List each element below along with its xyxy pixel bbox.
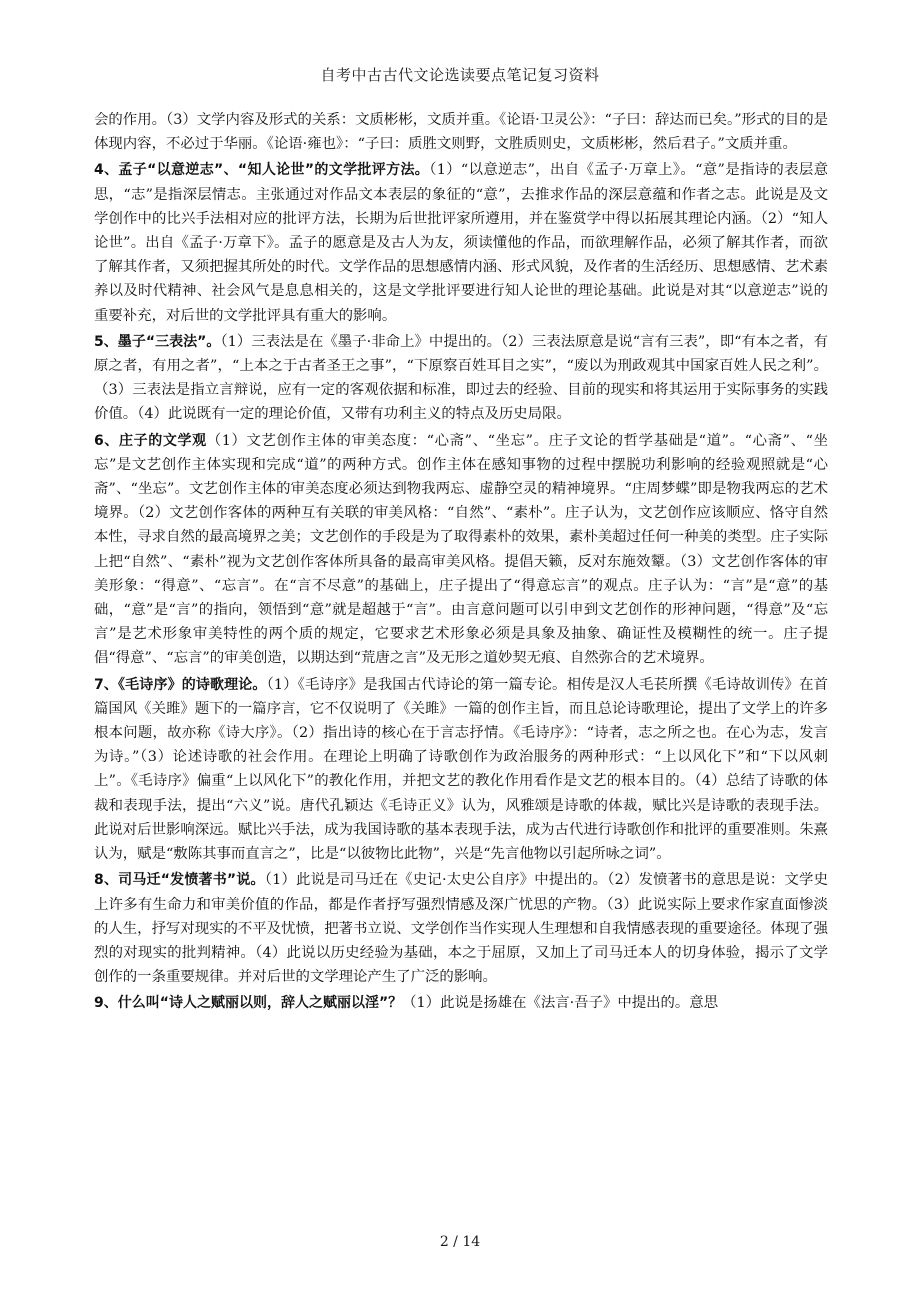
page-header: 自考中古古代文论选读要点笔记复习资料 [320, 66, 600, 84]
paragraph-text: （1）此说是司马迁在《史记·太史公自序》中提出的。（2）发愤著书的意思是说：文学史上许多有生命力和审美价值的作品，都是作者抒写强烈情感及深广忧思的产物。（3）此说实际上要求作家直面惨淡的人生，抒写对现实的不平及忧愤，把著书立说、文学创作当作实现人生理想和自我情感表现的重要途径。体现了强烈的对现实的批判精神。（4）此说以历史经验为基础，本之于屈原，又加上了司马迁本人的切身体验，揭示了文学创作的一条重要规律。并对后世的文学理论产生了广泛的影响。 [94, 872, 828, 986]
paragraph-text: （1）此说是扬雄在《法言·吾子》中提出的。意思 [402, 995, 719, 1012]
paragraph-text: （1）三表法是在《墨子·非命上》中提出的。（2）三表法原意是说“言有三表”，即“有本之者，有原之者，有用之者”，“上本之于古者圣王之事”，“下原察百姓耳目之实”，“废以为刑政观其中国家百姓人民之利”。（3）三表法是指立言辩说，应有一定的客观依据和标准，即过去的经验、目前的现实和将其运用于实际事务的实践价值。（4）此说既有一定的理论价值，又带有功利主义的特点及历史局限。 [94, 333, 828, 423]
paragraph-heading: 6、庄子的文学观 [94, 432, 207, 449]
paragraph-text: （1）文艺创作主体的审美态度：“心斋”、“坐忘”。庄子文论的哲学基础是“道”。“心斋”、“坐忘”是文艺创作主体实现和完成“道”的两种方式。创作主体在感知事物的过程中摆脱功利影响的经验观照就是“心斋”、“坐忘”。文艺创作主体的审美态度必须达到物我两忘、虚静空灵的精神境界。“庄周梦蝶”即是物我两忘的艺术境界。（2）文艺创作客体的两种互有关联的审美风格：“自然”、“素朴”。庄子认为，文艺创作应该顺应、恪守自然本性，寻求自然的最高境界之美；文艺创作的手段是为了取得素朴的效果，素朴美超过任何一种美的类型。庄子实际上把“自然”、“素朴”视为文艺创作客体所具备的最高审美风格。提倡天籁，反对东施效颦。（3）文艺创作客体的审美形象：“得意”、“忘言”。在“言不尽意”的基础上，庄子提出了“得意忘言”的观点。庄子认为：“言”是“意”的基础，“意”是“言”的指向，领悟到“意”就是超越于“言”。由言意问题可以引申到文艺创作的形神问题，“得意”及“忘言”是艺术形象审美特性的两个质的规定，它要求艺术形象必须是具象及抽象、确证性及模糊性的统一。庄子提倡“得意”、“忘言”的审美创造，以期达到“荒唐之言”及无形之道妙契无痕、自然弥合的艺术境界。 [94, 432, 828, 667]
paragraph [94, 991, 828, 1015]
paragraph-text: （1）“以意逆志”，出自《孟子·万章上》。“意”是指诗的表层意思，“志”是指深层情志。主张通过对作品文本表层的象征的“意”，去推求作品的深层意蕴和作者之志。此说是及文学创作中的比兴手法相对应的批评方法，长期为后世批评家所遵用，并在鉴赏学中得以拓展其理论内涵。（2）“知人论世”。出自《孟子·万章下》。孟子的愿意是及古人为友，须读懂他的作品，而欲理解作品，必须了解其作者，而欲了解其作者，又须把握其所处的时代。文学作品的思想感情内涵、形式风貌，及作者的生活经历、思想感情、艺术素养以及时代精神、社会风气是息息相关的，这是文学批评要进行知人论世的理论基础。此说是对其“以意逆志”说的重要补充，对后世的文学批评具有重大的影响。 [94, 162, 829, 324]
paragraph-heading: 9、什么叫“诗人之赋丽以则，辞人之赋丽以淫”？ [94, 995, 403, 1012]
paragraph-heading: 7、《毛诗序》的诗歌理论。 [94, 676, 267, 693]
document-body [94, 108, 828, 1018]
paragraph [94, 158, 828, 327]
paragraph [94, 108, 828, 156]
paragraph-heading: 5、墨子“三表法”。 [94, 333, 221, 350]
paragraph-text: 会的作用。（3）文学内容及形式的关系：文质彬彬，文质并重。《论语·卫灵公》：“子曰：辞达而已矣。”形式的目的是体现内容，不必过于华丽。《论语·雍也》：“子曰：质胜文则野，文胜质则史，文质彬彬，然后君子。”文质并重。 [94, 112, 828, 153]
paragraph [94, 868, 828, 989]
paragraph [94, 673, 828, 867]
paragraph-heading: 8、司马迁“发愤著书”说。 [94, 872, 265, 889]
paragraph-heading: 4、孟子“以意逆志”、“知人论世”的文学批评方法。 [94, 162, 430, 179]
paragraph [94, 330, 828, 427]
page-number: 2 / 14 [439, 1234, 481, 1250]
paragraph-text: （1）《毛诗序》是我国古代诗论的第一篇专论。相传是汉人毛苌所撰《毛诗故训传》在首篇国风《关雎》题下的一篇序言，它不仅说明了《关雎》一篇的创作主旨，而且总论诗歌理论，提出了文学上的许多根本问题，故亦称《诗大序》。（2）指出诗的核心在于言志抒情。《毛诗序》：“诗者，志之所之也。在心为志，发言为诗。”（3）论述诗歌的社会作用。在理论上明确了诗歌创作为政治服务的两种形式：“上以风化下”和“下以风刺上”。《毛诗序》偏重“上以风化下”的教化作用，并把文艺的教化作用看作是文艺的根本目的。（4）总结了诗歌的体裁和表现手法，提出“六义”说。唐代孔颖达《毛诗正义》认为，风雅颂是诗歌的体裁，赋比兴是诗歌的表现手法。此说对后世影响深远。赋比兴手法，成为我国诗歌的基本表现手法，成为古代进行诗歌创作和批评的重要准则。朱熹认为，赋是“敷陈其事而直言之”，比是“以彼物比此物”，兴是“先言他物以引起所咏之词”。 [94, 676, 828, 863]
paragraph [94, 429, 828, 671]
